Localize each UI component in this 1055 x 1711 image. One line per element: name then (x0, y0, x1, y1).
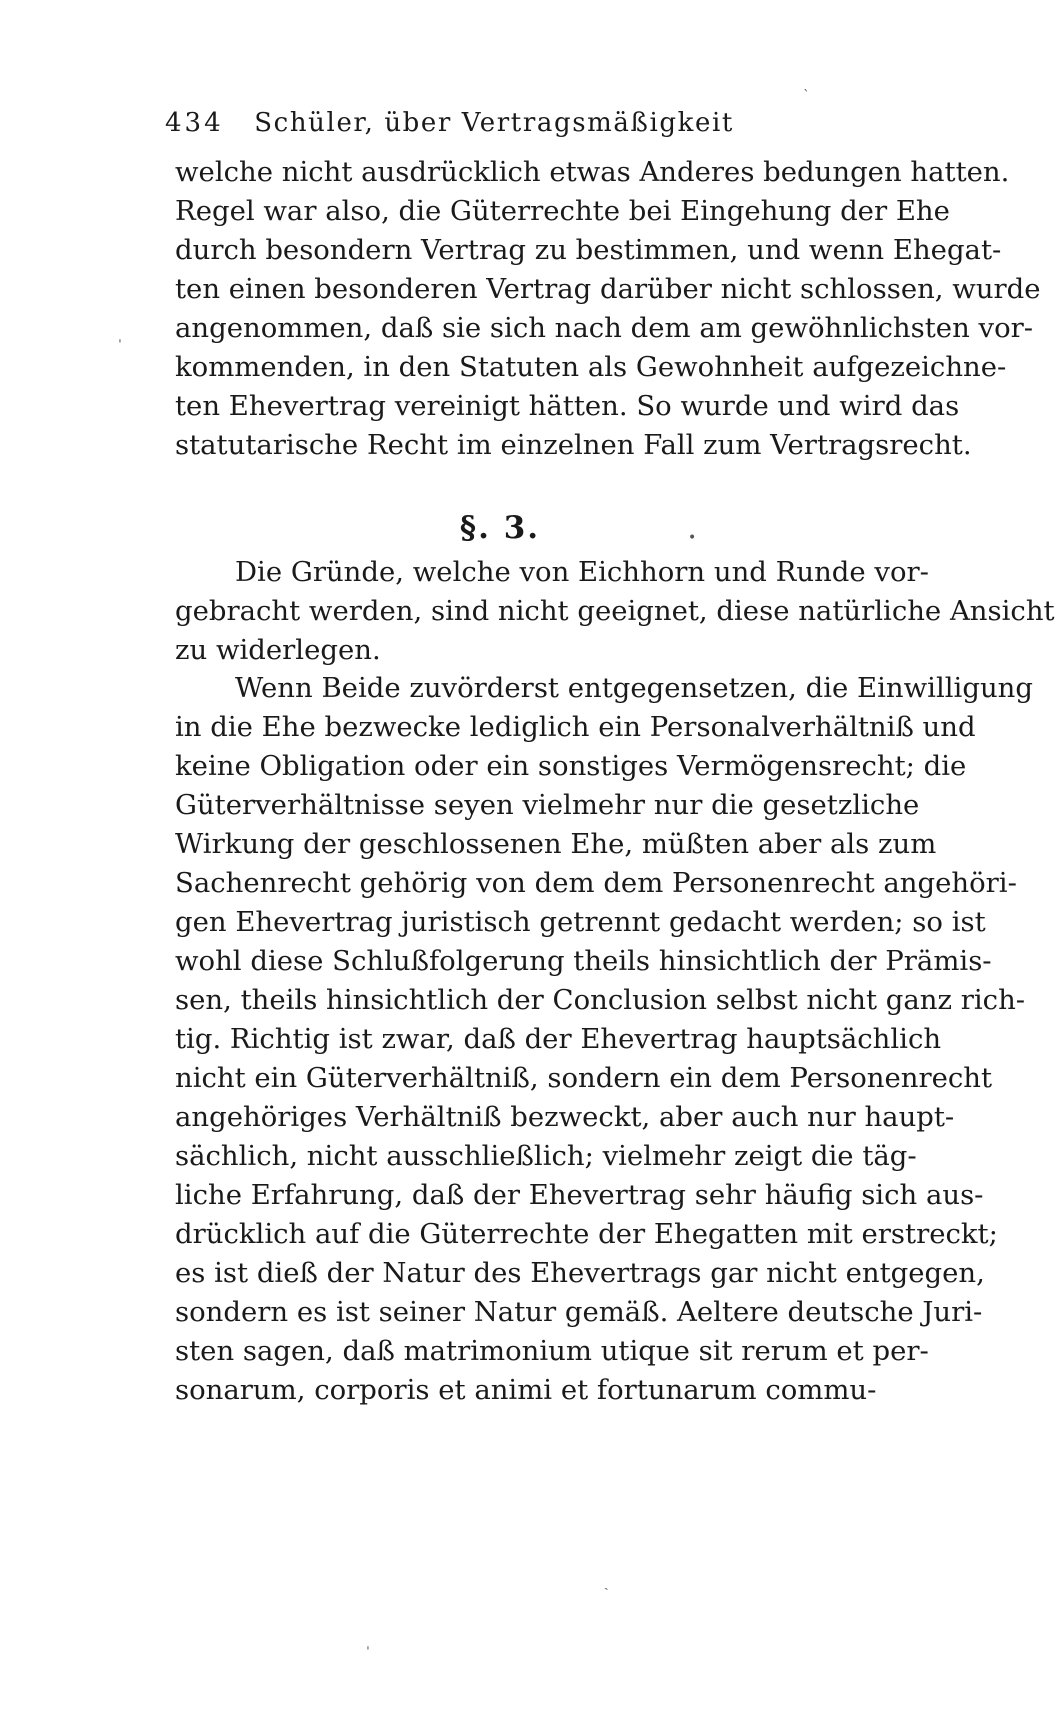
text-line: kommenden, in den Statuten als Gewohnheit aufgezeichne- (175, 351, 1007, 383)
running-title: Schüler, über Vertragsmäßigkeit (254, 108, 734, 138)
text-line: angehöriges Verhältniß bezweckt, aber auch nur haupt- (175, 1101, 955, 1133)
text-line: durch besondern Vertrag zu bestimmen, und wenn Ehegat- (175, 234, 1002, 266)
text-line: nicht ein Güterverhältniß, sondern ein dem Personenrecht (175, 1062, 993, 1094)
text-line: ten Ehevertrag vereinigt hätten. So wurde und wird das (175, 390, 960, 422)
running-head (165, 108, 835, 138)
paragraph-argument (175, 669, 1033, 1410)
text-line: liche Erfahrung, daß der Ehevertrag sehr häufig sich aus- (175, 1179, 984, 1211)
text-line: es ist dieß der Natur des Ehevertrags gar nicht entgegen, (175, 1257, 985, 1289)
paper-speck: ˏ (604, 1575, 609, 1591)
text-line: Wirkung der geschlossenen Ehe, müßten aber als zum (175, 828, 937, 860)
paper-speck: ˈ (118, 338, 122, 354)
text-line: tig. Richtig ist zwar, daß der Ehevertrag hauptsächlich (175, 1023, 942, 1055)
text-line: Die Gründe, welche von Eichhorn und Runde vor- (235, 556, 929, 588)
text-line: angenommen, daß sie sich nach dem am gewöhnlichsten vor- (175, 312, 1034, 344)
text-line: Wenn Beide zuvörderst entgegensetzen, die Einwilligung (235, 672, 1033, 704)
text-line: zu widerlegen. (175, 634, 381, 666)
text-line: wohl diese Schlußfolgerung theils hinsichtlich der Prämis- (175, 945, 992, 977)
paragraph-intro (175, 553, 1055, 670)
text-line: sten sagen, daß matrimonium utique sit rerum et per- (175, 1335, 929, 1367)
text-line: welche nicht ausdrücklich etwas Anderes bedungen hatten. (175, 156, 1010, 188)
text-line: Sachenrecht gehörig von dem dem Personenrecht angehöri- (175, 867, 1017, 899)
section-heading: §. 3. (459, 510, 541, 546)
text-line: gebracht werden, sind nicht geeignet, diese natürliche Ansicht (175, 595, 1055, 627)
paper-speck: ˈ (366, 1645, 370, 1661)
paper-speck: • (688, 530, 697, 546)
text-line: drücklich auf die Güterrechte der Ehegatten mit erstreckt; (175, 1218, 998, 1250)
text-line: ten einen besonderen Vertrag darüber nicht schlossen, wurde (175, 273, 1041, 305)
text-line: sen, theils hinsichtlich der Conclusion selbst nicht ganz rich- (175, 984, 1026, 1016)
text-line: sächlich, nicht ausschließlich; vielmehr zeigt die täg- (175, 1140, 917, 1172)
text-line: statutarische Recht im einzelnen Fall zum Vertragsrecht. (175, 429, 972, 461)
page-number: 434 (165, 108, 224, 138)
text-line: keine Obligation oder ein sonstiges Vermögensrecht; die (175, 750, 967, 782)
text-line: gen Ehevertrag juristisch getrennt gedacht werden; so ist (175, 906, 986, 938)
text-line: sondern es ist seiner Natur gemäß. Aeltere deutsche Juri- (175, 1296, 983, 1328)
text-line: sonarum, corporis et animi et fortunarum commu- (175, 1374, 877, 1406)
text-line: Güterverhältnisse seyen vielmehr nur die gesetzliche (175, 789, 920, 821)
text-line: Regel war also, die Güterrechte bei Eingehung der Ehe (175, 195, 950, 227)
paragraph-continuation (175, 153, 1041, 465)
text-line: in die Ehe bezwecke lediglich ein Personalverhältniß und (175, 711, 976, 743)
paper-speck: ˋ (803, 88, 810, 104)
